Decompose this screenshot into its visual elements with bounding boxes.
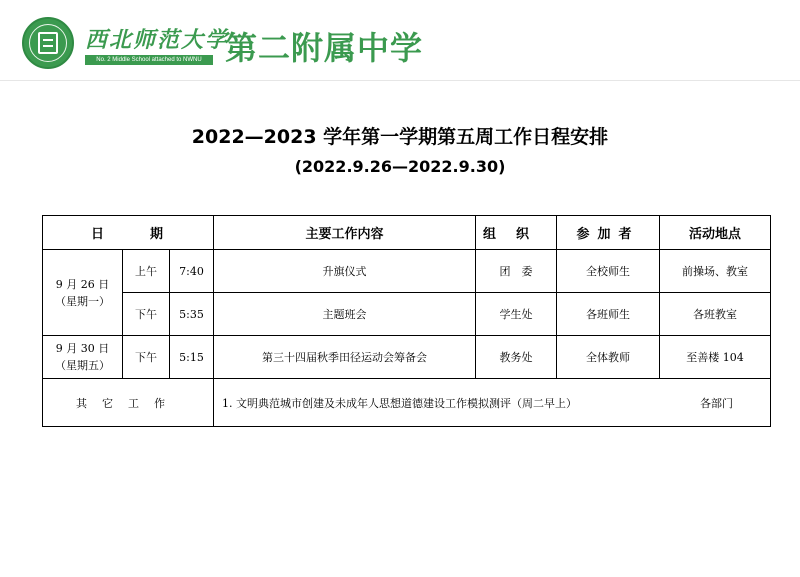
content-cell: 主题班会 bbox=[214, 293, 476, 336]
header-content: 主要工作内容 bbox=[214, 216, 476, 250]
table-row bbox=[43, 379, 771, 427]
location-cell: 前操场、教室 bbox=[660, 250, 771, 293]
location-cell: 各班教室 bbox=[660, 293, 771, 336]
school-seal-logo bbox=[22, 17, 74, 69]
period-cell: 上午 bbox=[123, 250, 170, 293]
participants-cell: 各班师生 bbox=[557, 293, 660, 336]
seal-emblem-icon bbox=[38, 32, 58, 54]
date-text: 9 月 26 日 bbox=[55, 277, 110, 291]
time-cell: 5:35 bbox=[170, 293, 214, 336]
weekday-text: （星期一） bbox=[55, 294, 110, 308]
weekday-text: （星期五） bbox=[55, 359, 110, 372]
university-name: 西北师范大学 bbox=[85, 27, 230, 53]
header-date bbox=[43, 216, 214, 250]
organizer-cell: 学生处 bbox=[476, 293, 557, 336]
organizer-cell: 团 委 bbox=[476, 250, 557, 293]
participants-cell: 全体教师 bbox=[557, 336, 660, 379]
time-cell: 5:15 bbox=[170, 336, 214, 379]
time-cell: 7:40 bbox=[170, 250, 214, 293]
schedule-table bbox=[42, 215, 771, 427]
header-organizer: 组织 bbox=[476, 216, 557, 250]
header-divider bbox=[0, 80, 800, 81]
other-work-label: 其它工作 bbox=[43, 379, 214, 427]
table-row bbox=[43, 336, 771, 379]
header-date-right: 期 bbox=[150, 227, 164, 242]
document-title: 2022—2023 学年第一学期第五周工作日程安排 bbox=[191, 126, 609, 148]
participants-cell: 全校师生 bbox=[557, 250, 660, 293]
other-work-cell bbox=[214, 379, 771, 427]
table-row bbox=[43, 293, 771, 336]
period-cell: 下午 bbox=[123, 336, 170, 379]
header-date-left: 日 bbox=[91, 227, 105, 242]
other-work-content: 1. 文明典范城市创建及未成年人思想道德建设工作模拟测评（周二早上） bbox=[222, 396, 578, 410]
document-subtitle: (2022.9.26—2022.9.30) bbox=[294, 157, 506, 176]
date-cell bbox=[43, 250, 123, 336]
content-cell: 升旗仪式 bbox=[214, 250, 476, 293]
header-location: 活动地点 bbox=[660, 216, 771, 250]
content-cell: 第三十四届秋季田径运动会筹备会 bbox=[214, 336, 476, 379]
header-participants: 参加者 bbox=[557, 216, 660, 250]
date-text: 9 月 30 日 bbox=[55, 342, 110, 355]
organizer-cell: 教务处 bbox=[476, 336, 557, 379]
school-header bbox=[22, 17, 452, 73]
period-cell: 下午 bbox=[123, 293, 170, 336]
date-cell bbox=[43, 336, 123, 379]
other-work-organizer: 各部门 bbox=[700, 396, 734, 410]
school-name: 第二附属中学 bbox=[225, 29, 424, 67]
location-cell: 至善楼 104 bbox=[660, 336, 771, 379]
table-row bbox=[43, 250, 771, 293]
table-header-row bbox=[43, 216, 771, 250]
university-subtitle: No. 2 Middle School attached to NWNU bbox=[85, 55, 213, 65]
